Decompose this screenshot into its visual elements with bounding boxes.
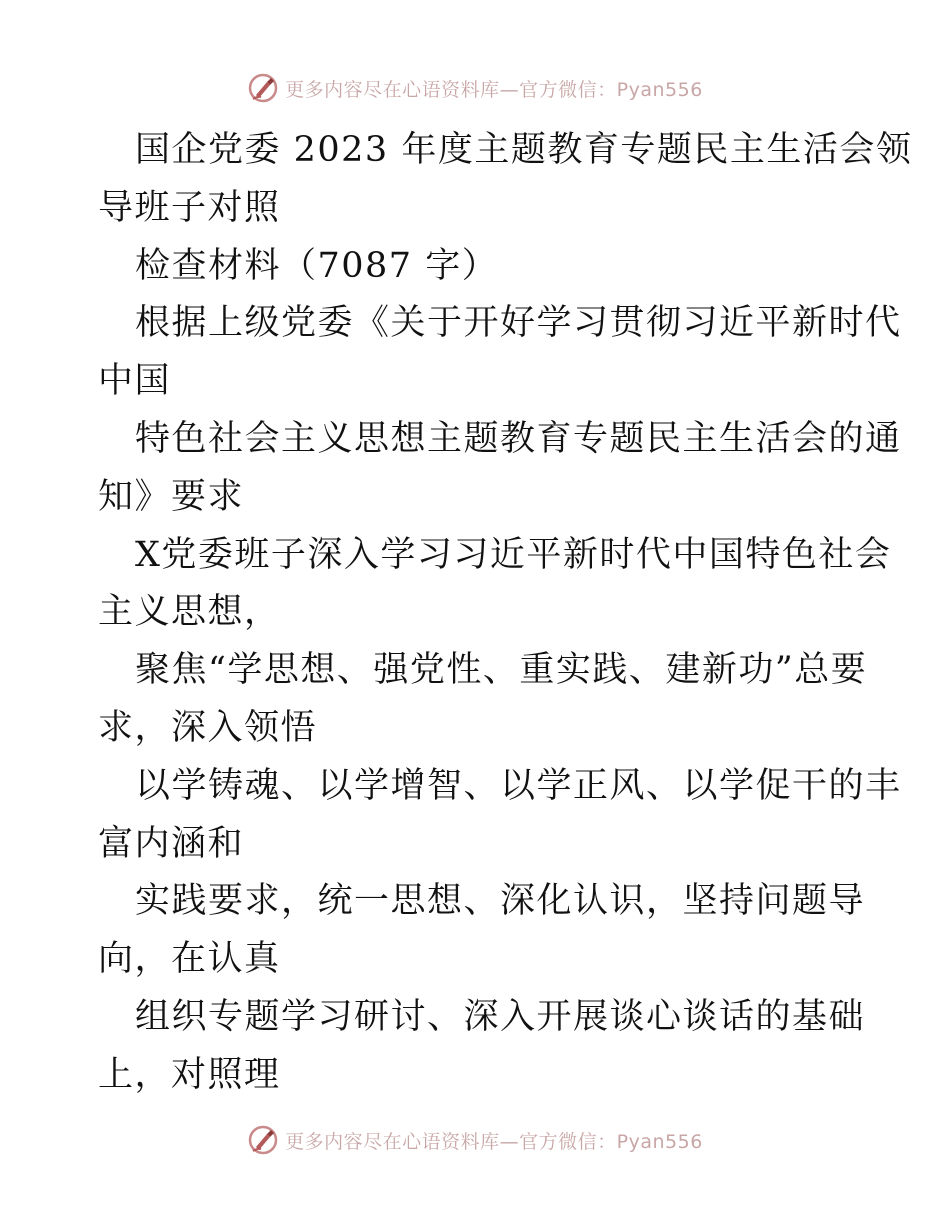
paragraph-line: 以学铸魂、以学增智、以学正风、以学促干的丰 bbox=[135, 765, 902, 806]
title-line-cont: 导班子对照 bbox=[98, 187, 281, 228]
paragraph-line: 特色社会主义思想主题教育专题民主生活会的通 bbox=[135, 418, 902, 459]
watermark-text: 更多内容尽在心语资料库—官方微信：Pyan556 bbox=[285, 1130, 703, 1153]
paragraph-line: 中国 bbox=[98, 361, 172, 402]
paragraph-line: 主义思想， bbox=[98, 592, 281, 633]
paragraph-line: X党委班子深入学习习近平新时代中国特色社会 bbox=[135, 534, 892, 575]
paragraph-line: 实践要求，统一思想、深化认识，坚持问题导 bbox=[135, 881, 866, 922]
paragraph-line: 知》要求 bbox=[98, 476, 245, 517]
paragraph-line: 上，对照理 bbox=[98, 1054, 281, 1095]
footer-watermark bbox=[0, 1122, 950, 1158]
paragraph-line: 求，深入领悟 bbox=[98, 707, 318, 748]
title-line: 国企党委 2023 年度主题教育专题民主生活会领 bbox=[135, 130, 913, 170]
watermark-text: 更多内容尽在心语资料库—官方微信：Pyan556 bbox=[285, 78, 703, 101]
paragraph-line: 富内涵和 bbox=[98, 823, 245, 864]
paragraph-line: 向，在认真 bbox=[98, 939, 281, 980]
paragraph-line: 根据上级党委《关于开好学习贯彻习近平新时代 bbox=[135, 303, 902, 344]
pen-logo-icon bbox=[247, 72, 279, 104]
header-watermark bbox=[0, 70, 950, 106]
subtitle-line: 检查材料（7087 字） bbox=[135, 245, 499, 286]
paragraph-line: 聚焦“学思想、强党性、重实践、建新功”总要 bbox=[135, 650, 868, 691]
document-body bbox=[98, 122, 913, 1105]
pen-logo-icon bbox=[247, 1124, 279, 1156]
paragraph-line: 组织专题学习研讨、深入开展谈心谈话的基础 bbox=[135, 996, 866, 1037]
